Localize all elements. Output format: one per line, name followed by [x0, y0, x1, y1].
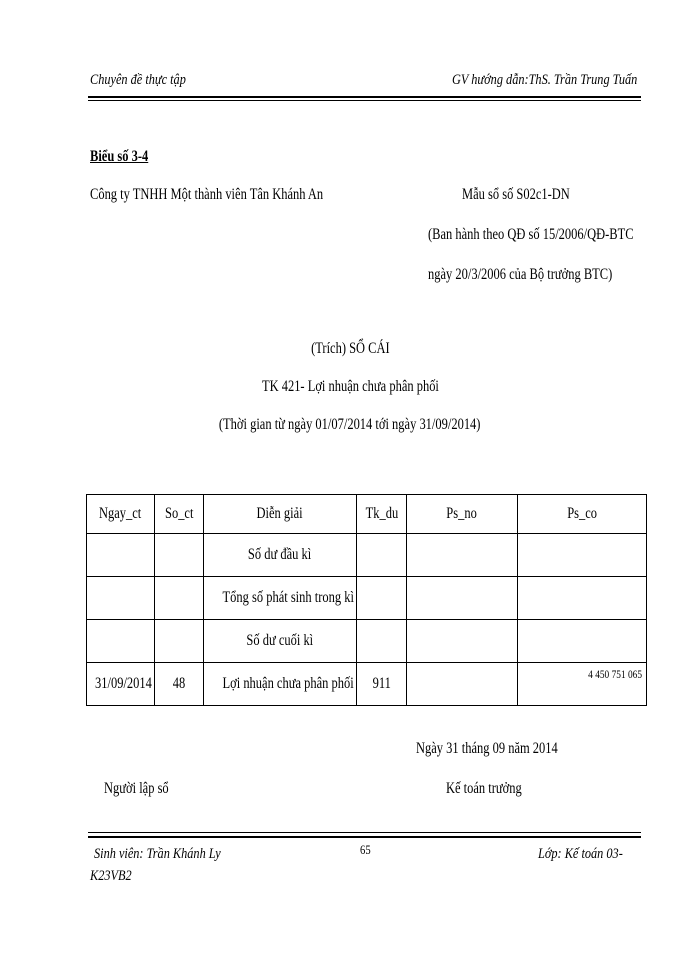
header-right: GV hướng dẫn:ThS. Trần Trung Tuấn	[452, 72, 638, 88]
form-label: Biểu số 3-4	[90, 148, 149, 165]
table-cell	[518, 577, 647, 620]
table-cell	[155, 620, 204, 663]
preparer-label: Người lập sổ	[104, 780, 169, 797]
sign-date: Ngày 31 tháng 09 năm 2014	[416, 740, 558, 757]
header-rule	[88, 96, 641, 98]
issued-date: ngày 20/3/2006 của Bộ trưởng BTC)	[428, 266, 613, 283]
table-cell: Lợi nhuận chưa phân phối	[204, 663, 357, 706]
table-cell	[87, 534, 155, 577]
col-header-ngay-ct: Ngay_ct	[87, 495, 155, 534]
company-name: Công ty TNHH Một thành viên Tân Khánh An	[90, 186, 324, 203]
table-cell: 911	[357, 663, 407, 706]
table-cell: 4 450 751 065	[518, 663, 647, 706]
table-cell	[518, 620, 647, 663]
table-header-row	[87, 495, 647, 534]
col-header-tk-du: Tk_du	[357, 495, 407, 534]
header-rule-thin	[88, 100, 641, 101]
page-number: 65	[360, 842, 371, 857]
ledger-title: (Trích) SỔ CÁI	[310, 340, 390, 357]
table-cell	[357, 620, 407, 663]
period: (Thời gian từ ngày 01/07/2014 tới ngày 31/09/2014)	[219, 416, 481, 433]
table-cell	[407, 577, 518, 620]
col-header-dien-giai: Diễn giải	[204, 495, 357, 534]
form-number: Mẫu sổ số S02c1-DN	[462, 186, 570, 203]
table-row	[87, 620, 647, 663]
table-cell: Số dư đầu kì	[204, 534, 357, 577]
table-cell	[155, 577, 204, 620]
col-header-ps-no: Ps_no	[407, 495, 518, 534]
table-cell: Số dư cuối kì	[204, 620, 357, 663]
issued-decision: (Ban hành theo QĐ số 15/2006/QĐ-BTC	[428, 226, 634, 243]
col-header-ps-co: Ps_co	[518, 495, 647, 534]
footer-student: Sinh viên: Trần Khánh Ly	[94, 846, 221, 862]
footer-rule-thin	[88, 832, 641, 833]
table-cell	[87, 620, 155, 663]
table-cell	[407, 534, 518, 577]
table-cell	[87, 577, 155, 620]
table-cell: Tổng số phát sinh trong kì	[204, 577, 357, 620]
ledger-table	[86, 494, 647, 706]
table-cell: 31/09/2014	[87, 663, 155, 706]
footer-rule	[88, 836, 641, 838]
table-cell	[357, 577, 407, 620]
table-cell	[155, 534, 204, 577]
table-row	[87, 663, 647, 706]
table-row	[87, 577, 647, 620]
table-row	[87, 534, 647, 577]
footer-class: Lớp: Kế toán 03-	[538, 846, 623, 862]
chief-accountant-label: Kế toán trưởng	[446, 780, 522, 797]
footer-class-cont: K23VB2	[90, 868, 132, 884]
table-cell	[407, 620, 518, 663]
col-header-so-ct: So_ct	[155, 495, 204, 534]
table-cell	[518, 534, 647, 577]
table-cell	[357, 534, 407, 577]
account-title: TK 421- Lợi nhuận chưa phân phối	[261, 378, 439, 395]
table-cell	[407, 663, 518, 706]
header-left: Chuyên đề thực tập	[90, 72, 186, 88]
table-cell: 48	[155, 663, 204, 706]
